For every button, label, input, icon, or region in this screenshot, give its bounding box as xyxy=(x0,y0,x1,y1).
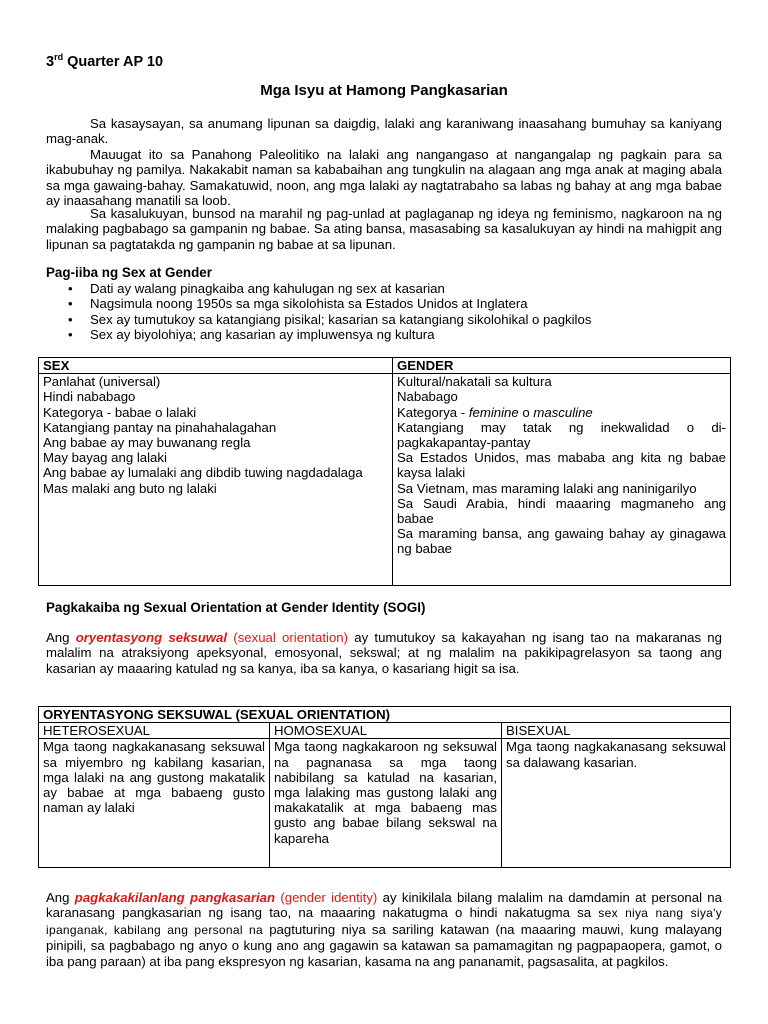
quarter-header xyxy=(46,54,163,70)
sex-item: Panlahat (universal) xyxy=(43,374,161,390)
gender-item-conjunction: o xyxy=(518,404,534,420)
gender-identity-text-2: pagtuturing niya sa sariling katawan (na maaaring mauwi, kung malayang pinipili, sa pagbabago ng anyo o kung ano ang gagawin sa katawan sa pamamagitan ng pagpapaopera, gamot, o iba pang paraan) at iba pang ekspresyon ng kasarian, kasama na ang pananamit, pagsasalita, at pagkilos. xyxy=(46,921,723,969)
quarter-subject: Quarter AP 10 xyxy=(63,54,164,70)
gender-identity-start: Ang xyxy=(46,890,75,905)
sex-cell xyxy=(39,374,393,586)
homosexual-definition: Mga taong nagkakaroon ng seksuwal na pagnanasa sa mga taong nabibilang sa katulad na kasarian, mga lalaking mas gustong lalaki ang makakatalik at mga babaeng mas gusto ang babae bilang sekswal na kapareha xyxy=(270,739,502,868)
sex-item: Ang babae ay may buwanang regla xyxy=(43,435,251,451)
bullet-item: • Dati ay walang pinagkaiba ang kahulugan ng sex at kasarian xyxy=(46,281,726,296)
sex-item: Kategorya - babae o lalaki xyxy=(43,404,197,420)
intro-text-1: Sa kasaysayan, sa anumang lipunan sa daigdig, lalaki ang karaniwang inaasahang bumuhay sa kaniyang mag-anak. xyxy=(46,116,722,147)
gender-item: Sa Estados Unidos, mas mababa ang kita ng babae kaysa lalaki xyxy=(397,450,726,481)
bisexual-header: BISEXUAL xyxy=(502,723,731,739)
gender-item-masculine: masculine xyxy=(533,404,593,420)
sogi-heading: Pagkakaiba ng Sexual Orientation at Gender Identity (SOGI) xyxy=(46,600,426,615)
gender-item: Sa Saudi Arabia, hindi maaaring magmaneho ang babae xyxy=(397,495,726,527)
sex-gender-heading: Pag-iiba ng Sex at Gender xyxy=(46,265,212,280)
gender-item: Katangiang may tatak ng inekwalidad o di-pagkakapantay-pantay xyxy=(397,419,726,451)
gender-item-feminine: feminine xyxy=(468,404,519,420)
gender-item-prefix: Kategorya - xyxy=(397,404,469,420)
sex-gender-bullet-list xyxy=(46,281,726,342)
heterosexual-definition: Mga taong nagkakanasang seksuwal sa miyembro ng kabilang kasarian, mga lalaki na ang gustong makatalik ay babae at mga babaeng gusto naman ay lalaki xyxy=(39,739,270,868)
gender-identity-text-1: ay kinikilala bilang malalim na damdamin at personal na karanasang pangkasarian ng isang tao, na maaaring nakatugma o hindi nakatugma sa xyxy=(46,890,722,921)
gender-item: Nababago xyxy=(397,389,458,405)
quarter-superscript: rd xyxy=(54,52,64,63)
heterosexual-header: HETEROSEXUAL xyxy=(39,723,270,739)
bullet-item: • Nagsimula noong 1950s sa mga sikolohista sa Estados Unidos at Inglatera xyxy=(46,296,726,311)
sex-item: Hindi nababago xyxy=(43,389,136,405)
intro-paragraph-3 xyxy=(46,206,722,252)
sex-column-header: SEX xyxy=(39,358,393,374)
sexual-orientation-term: oryentasyong seksuwal xyxy=(75,630,228,645)
gender-item: Kultural/nakatali sa kultura xyxy=(397,374,552,390)
intro-text-3: Sa kasalukuyan, bunsod na marahil ng pag-unlad at paglaganap ng ideya ng feminismo, nagkaroon na ng malaking pagbabago sa gampanin ng babae. Sa ating bansa, masasabing sa kasalukuyan ay hindi na mahigpit ang lipunan sa pagtatakda ng gampanin ng babae at sa lipunan. xyxy=(46,206,722,252)
gender-identity-small-text: sex niya nang siya'y ipanganak, kabilang ang personal na xyxy=(46,906,723,937)
sex-item: May bayag ang lalaki xyxy=(43,450,167,466)
gender-cell xyxy=(393,374,731,586)
sogi-paragraph xyxy=(46,630,722,676)
homosexual-header: HOMOSEXUAL xyxy=(270,723,502,739)
bullet-item: • Sex ay biyolohiya; ang kasarian ay impluwensya ng kultura xyxy=(46,327,726,342)
intro-text-2: Mauugat ito sa Panahong Paleolitiko na lalaki ang nangangaso at nangangalap ng pagkain para sa ikabubuhay ng pamilya. Nakakabit naman sa kababaihan ang tungkulin na alagaan ang mga anak at maging abala sa mga gawaing-bahay. Samakatuwid, noon, ang mga lalaki ay nagtatrabaho sa labas ng bahay at ang mga babae ay inaasahang manatili sa loob. xyxy=(46,147,722,209)
bisexual-definition: Mga taong nagkakanasang seksuwal sa dalawang kasarian. xyxy=(502,739,731,868)
sogi-para-rest: ay tumutukoy sa kakayahan ng isang tao na makaranas ng malalim na atraksiyong apeksyonal, emosyonal, sekswal; at ng malalim na pakikipagrelasyon sa taong ang kasarian ay maaaring katulad ng sa kanya, iba sa kanya, o kasariang higit sa isa. xyxy=(46,630,722,676)
sexual-orientation-table xyxy=(38,706,731,868)
sex-item: Katangiang pantay na pinahahalagahan xyxy=(43,419,277,435)
gender-item: Sa maraming bansa, ang gawaing bahay ay ginagawa ng babae xyxy=(397,526,726,557)
sex-item: Mas malaki ang buto ng lalaki xyxy=(43,480,217,496)
gender-identity-term: pagkakakilanlang pangkasarian xyxy=(74,890,276,905)
orientation-table-title: ORYENTASYONG SEKSUWAL (SEXUAL ORIENTATION) xyxy=(39,707,731,723)
gender-identity-term-english: (gender identity) xyxy=(275,890,378,905)
sex-item: Ang babae ay lumalaki ang dibdib tuwing nagdadalaga xyxy=(43,465,363,481)
intro-paragraph-2 xyxy=(46,147,722,209)
document-title: Mga Isyu at Hamong Pangkasarian xyxy=(260,82,508,99)
gender-item xyxy=(397,405,726,420)
gender-item: Sa Vietnam, mas maraming lalaki ang naninigarilyo xyxy=(397,480,697,496)
bullet-item: • Sex ay tumutukoy sa katangiang pisikal; kasarian sa katangiang sikolohikal o pagkilos xyxy=(46,312,726,327)
sex-gender-table xyxy=(38,357,731,586)
quarter-number: 3 xyxy=(46,54,55,70)
sogi-para-start: Ang xyxy=(46,630,76,645)
sexual-orientation-term-english: (sexual orientation) xyxy=(227,630,349,645)
gender-identity-paragraph xyxy=(46,890,722,969)
gender-column-header: GENDER xyxy=(393,358,731,374)
intro-paragraph-1 xyxy=(46,116,722,147)
